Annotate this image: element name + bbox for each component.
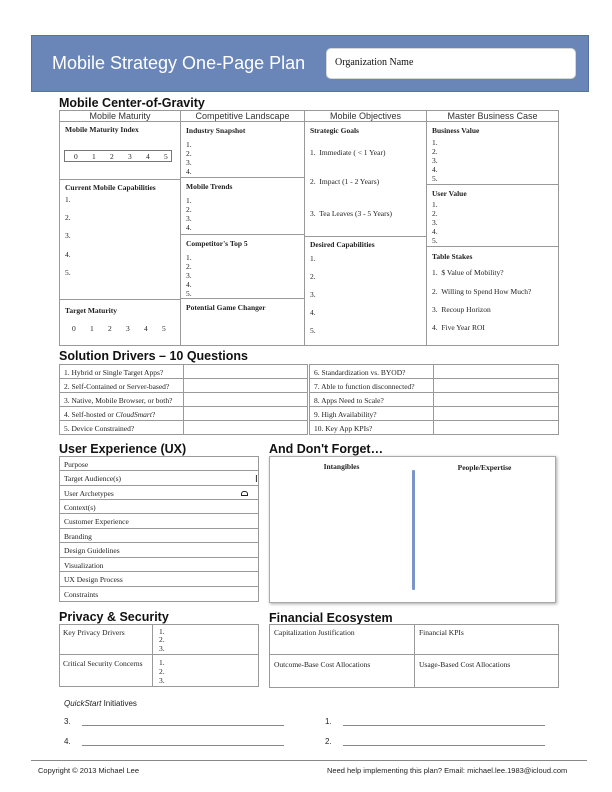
driver-question-3: 3. Native, Mobile Browser, or both? (64, 396, 173, 405)
competitors-item: 4. (186, 280, 192, 289)
privacy-security-table (59, 624, 259, 687)
quickstart-input-2[interactable] (343, 745, 545, 746)
maturity-index-scale-0: 0 (74, 152, 78, 161)
mobile-trends-item: 1. (186, 196, 192, 205)
strategic-goals-label: Strategic Goals (310, 126, 359, 135)
quickstart-input-4[interactable] (82, 745, 284, 746)
industry-snapshot-item: 1. (186, 140, 192, 149)
business-value-cell[interactable] (426, 121, 559, 185)
column-header-mobile-maturity: Mobile Maturity (89, 111, 151, 121)
driver-question-9: 9. High Availability? (314, 410, 377, 419)
maturity-index-scale-2: 2 (110, 152, 114, 161)
maturity-index-cell[interactable] (59, 121, 181, 180)
strategic-goals-cell[interactable] (304, 121, 427, 237)
dont-forget-panel[interactable] (269, 456, 556, 603)
strategic-goals-item: 3. Tea Leaves (3 - 5 Years) (310, 209, 393, 218)
driver-answer[interactable] (183, 420, 308, 435)
small-marker-icon (241, 491, 248, 496)
industry-snapshot-item: 4. (186, 167, 192, 176)
column-header-competitive-landscape: Competitive Landscape (195, 111, 290, 121)
user-value-cell[interactable] (426, 184, 559, 247)
ux-row-label: UX Design Process (64, 575, 123, 584)
current-capabilities-item: 3. (65, 231, 71, 240)
quickstart-input-3[interactable] (82, 725, 284, 726)
footer-divider (31, 760, 587, 761)
driver-answer[interactable] (183, 364, 308, 379)
driver-row[interactable] (59, 364, 184, 379)
privacy-row-label-cell (59, 624, 153, 655)
competitors-cell[interactable] (180, 234, 305, 299)
column-divider (412, 470, 415, 590)
ux-row-label: Visualization (64, 561, 104, 570)
ux-row-label: Design Guidelines (64, 546, 120, 555)
critical-security-concerns-field[interactable] (152, 654, 259, 687)
capitalization-justification-field[interactable] (269, 624, 415, 655)
ux-row[interactable] (59, 499, 259, 514)
current-capabilities-item: 4. (65, 250, 71, 259)
key-privacy-drivers-label: Key Privacy Drivers (63, 628, 125, 637)
outcome-based-cost-field[interactable] (269, 654, 415, 688)
target-maturity-label: Target Maturity (65, 306, 118, 315)
capitalization-justification-label: Capitalization Justification (274, 628, 355, 637)
strategic-goals-item: 1. Immediate ( < 1 Year) (310, 148, 386, 157)
quickstart-heading: QuickStart Initiatives (64, 699, 137, 708)
organization-name-field[interactable] (326, 48, 576, 79)
text-cursor-icon: I (255, 474, 258, 485)
key-privacy-drivers-field[interactable] (152, 624, 259, 655)
driver-row[interactable] (309, 392, 434, 407)
driver-answer[interactable] (433, 420, 559, 435)
business-value-item: 4. (432, 165, 438, 174)
desired-capabilities-item: 3. (310, 290, 316, 299)
driver-row[interactable] (59, 378, 184, 393)
driver-answer[interactable] (183, 406, 308, 421)
ux-row-label: Branding (64, 532, 92, 541)
game-changer-cell[interactable] (180, 298, 305, 346)
ux-row-label: Constraints (64, 590, 99, 599)
ux-row[interactable] (59, 528, 259, 543)
user-value-item: 5. (432, 236, 438, 245)
desired-capabilities-item: 1. (310, 254, 316, 263)
business-value-item: 3. (432, 156, 438, 165)
section-title-center-of-gravity: Mobile Center-of-Gravity (59, 96, 205, 110)
copyright-text: Copyright © 2013 Michael Lee (38, 766, 140, 775)
target-maturity-scale-5: 5 (162, 324, 166, 333)
privacy-row-label-cell (59, 654, 153, 687)
driver-row[interactable] (59, 392, 184, 407)
user-value-item: 1. (432, 200, 438, 209)
target-maturity-scale-0: 0 (72, 324, 76, 333)
business-value-item: 1. (432, 138, 438, 147)
quickstart-number: 1. (325, 717, 332, 726)
table-stakes-label: Table Stakes (432, 252, 473, 261)
desired-capabilities-item: 2. (310, 272, 316, 281)
people-expertise-heading: People/Expertise (457, 463, 512, 472)
help-contact-text: Need help implementing this plan? Email: michael.lee.1983@icloud.com (327, 766, 568, 775)
ux-row-label: Purpose (64, 460, 89, 469)
competitors-item: 2. (186, 262, 192, 271)
mobile-trends-cell[interactable] (180, 177, 305, 235)
driver-answer[interactable] (433, 378, 559, 393)
section-title-user-experience: User Experience (UX) (59, 442, 187, 456)
competitors-item: 3. (186, 271, 192, 280)
organization-name-label: Organization Name (335, 57, 414, 68)
driver-question-2: 2. Self-Contained or Server-based? (64, 382, 170, 391)
maturity-index-scale-1: 1 (92, 152, 96, 161)
driver-answer[interactable] (183, 378, 308, 393)
section-title-financial-ecosystem: Financial Ecosystem (269, 611, 393, 625)
driver-question-10: 10. Key App KPIs? (314, 424, 373, 433)
driver-question-6: 6. Standardization vs. BYOD? (314, 368, 406, 377)
maturity-index-label: Mobile Maturity Index (65, 125, 139, 134)
industry-snapshot-cell[interactable] (180, 121, 305, 178)
user-experience-table (59, 456, 259, 604)
mobile-trends-item: 4. (186, 223, 192, 232)
ux-row-label: Context(s) (64, 503, 96, 512)
table-stakes-cell[interactable] (426, 246, 559, 346)
maturity-index-scale[interactable] (64, 150, 172, 162)
driver-row[interactable] (309, 406, 434, 421)
ux-row-label: User Archetypes (64, 489, 114, 498)
user-value-item: 4. (432, 227, 438, 236)
desired-capabilities-item: 4. (310, 308, 316, 317)
industry-snapshot-item: 3. (186, 158, 192, 167)
security-item: 3. (159, 676, 165, 685)
game-changer-label: Potential Game Changer (186, 303, 266, 312)
ux-row[interactable] (59, 470, 259, 486)
ux-row[interactable] (59, 513, 259, 529)
driver-question-1: 1. Hybrid or Single Target Apps? (64, 368, 164, 377)
privacy-item: 1. (159, 627, 165, 636)
center-of-gravity-table (59, 110, 559, 346)
desired-capabilities-item: 5. (310, 326, 316, 335)
usage-based-cost-label: Usage-Based Cost Allocations (419, 660, 511, 669)
intangibles-heading: Intangibles (323, 462, 360, 471)
financial-ecosystem-table (269, 624, 559, 688)
mobile-trends-item: 2. (186, 205, 192, 214)
financial-kpis-field[interactable] (414, 624, 559, 655)
driver-row[interactable] (59, 406, 184, 421)
user-value-item: 2. (432, 209, 438, 218)
section-title-solution-drivers: Solution Drivers – 10 Questions (59, 349, 248, 363)
ux-row[interactable] (59, 485, 259, 500)
security-item: 2. (159, 667, 165, 676)
quickstart-input-1[interactable] (343, 725, 545, 726)
driver-answer[interactable] (183, 392, 308, 407)
strategic-goals-item: 2. Impact (1 - 2 Years) (310, 177, 380, 186)
financial-kpis-label: Financial KPIs (419, 628, 464, 637)
ux-row-label: Target Audience(s) (64, 474, 122, 483)
desired-capabilities-label: Desired Capabilities (310, 240, 375, 249)
table-stakes-item: 2. Willing to Spend How Much? (432, 287, 532, 296)
mobile-trends-label: Mobile Trends (186, 182, 233, 191)
usage-based-cost-field[interactable] (414, 654, 559, 688)
competitors-item: 1. (186, 253, 192, 262)
target-maturity-scale-2: 2 (108, 324, 112, 333)
security-item: 1. (159, 658, 165, 667)
industry-snapshot-item: 2. (186, 149, 192, 158)
quickstart-number: 2. (325, 737, 332, 746)
maturity-index-scale-5: 5 (164, 152, 168, 161)
section-title-dont-forget: And Don't Forget… (269, 442, 384, 456)
maturity-index-scale-4: 4 (146, 152, 150, 161)
current-capabilities-item: 1. (65, 195, 71, 204)
section-title-privacy-security: Privacy & Security (59, 610, 169, 624)
ux-row-label: Customer Experience (64, 517, 129, 526)
driver-row[interactable] (309, 364, 434, 379)
current-capabilities-label: Current Mobile Capabilities (65, 183, 156, 192)
quickstart-number: 3. (64, 717, 71, 726)
privacy-item: 2. (159, 635, 165, 644)
header-banner (31, 35, 589, 92)
business-value-item: 5. (432, 174, 438, 183)
table-stakes-item: 3. Recoup Horizon (432, 305, 491, 314)
driver-row[interactable] (309, 378, 434, 393)
ux-row[interactable] (59, 542, 259, 558)
driver-question-5: 5. Device Constrained? (64, 424, 135, 433)
solution-drivers-table (59, 364, 559, 434)
target-maturity-scale-1: 1 (90, 324, 94, 333)
target-maturity-cell[interactable] (59, 299, 181, 346)
column-header-mobile-objectives: Mobile Objectives (329, 111, 402, 121)
target-maturity-scale-4: 4 (144, 324, 148, 333)
desired-capabilities-cell[interactable] (304, 236, 427, 346)
driver-answer[interactable] (433, 406, 559, 421)
driver-question-4: 4. Self-hosted or CloudSmart? (64, 410, 156, 419)
privacy-item: 3. (159, 644, 165, 653)
table-stakes-item: 1. $ Value of Mobility? (432, 268, 504, 277)
driver-answer[interactable] (433, 364, 559, 379)
industry-snapshot-label: Industry Snapshot (186, 126, 246, 135)
competitors-item: 5. (186, 289, 192, 298)
business-value-item: 2. (432, 147, 438, 156)
column-header-master-business-case: Master Business Case (447, 111, 538, 121)
driver-answer[interactable] (433, 392, 559, 407)
driver-row[interactable] (309, 420, 434, 435)
user-value-label: User Value (432, 189, 467, 198)
target-maturity-scale-3: 3 (126, 324, 130, 333)
table-stakes-item: 4. Five Year ROI (432, 323, 485, 332)
user-value-item: 3. (432, 218, 438, 227)
mobile-trends-item: 3. (186, 214, 192, 223)
outcome-based-cost-label: Outcome-Base Cost Allocations (274, 660, 371, 669)
page-title: Mobile Strategy One-Page Plan (52, 53, 306, 73)
driver-question-7: 7. Able to function disconnected? (314, 382, 415, 391)
driver-row[interactable] (59, 420, 184, 435)
critical-security-concerns-label: Critical Security Concerns (63, 659, 143, 668)
ux-row[interactable] (59, 557, 259, 572)
driver-question-8: 8. Apps Need to Scale? (314, 396, 384, 405)
current-capabilities-item: 2. (65, 213, 71, 222)
quickstart-number: 4. (64, 737, 71, 746)
current-capabilities-cell[interactable] (59, 179, 181, 300)
ux-row[interactable] (59, 571, 259, 587)
competitors-label: Competitor's Top 5 (186, 239, 248, 248)
ux-row[interactable] (59, 456, 259, 471)
ux-row[interactable] (59, 586, 259, 602)
business-value-label: Business Value (432, 126, 480, 135)
maturity-index-scale-3: 3 (128, 152, 132, 161)
current-capabilities-item: 5. (65, 268, 71, 277)
